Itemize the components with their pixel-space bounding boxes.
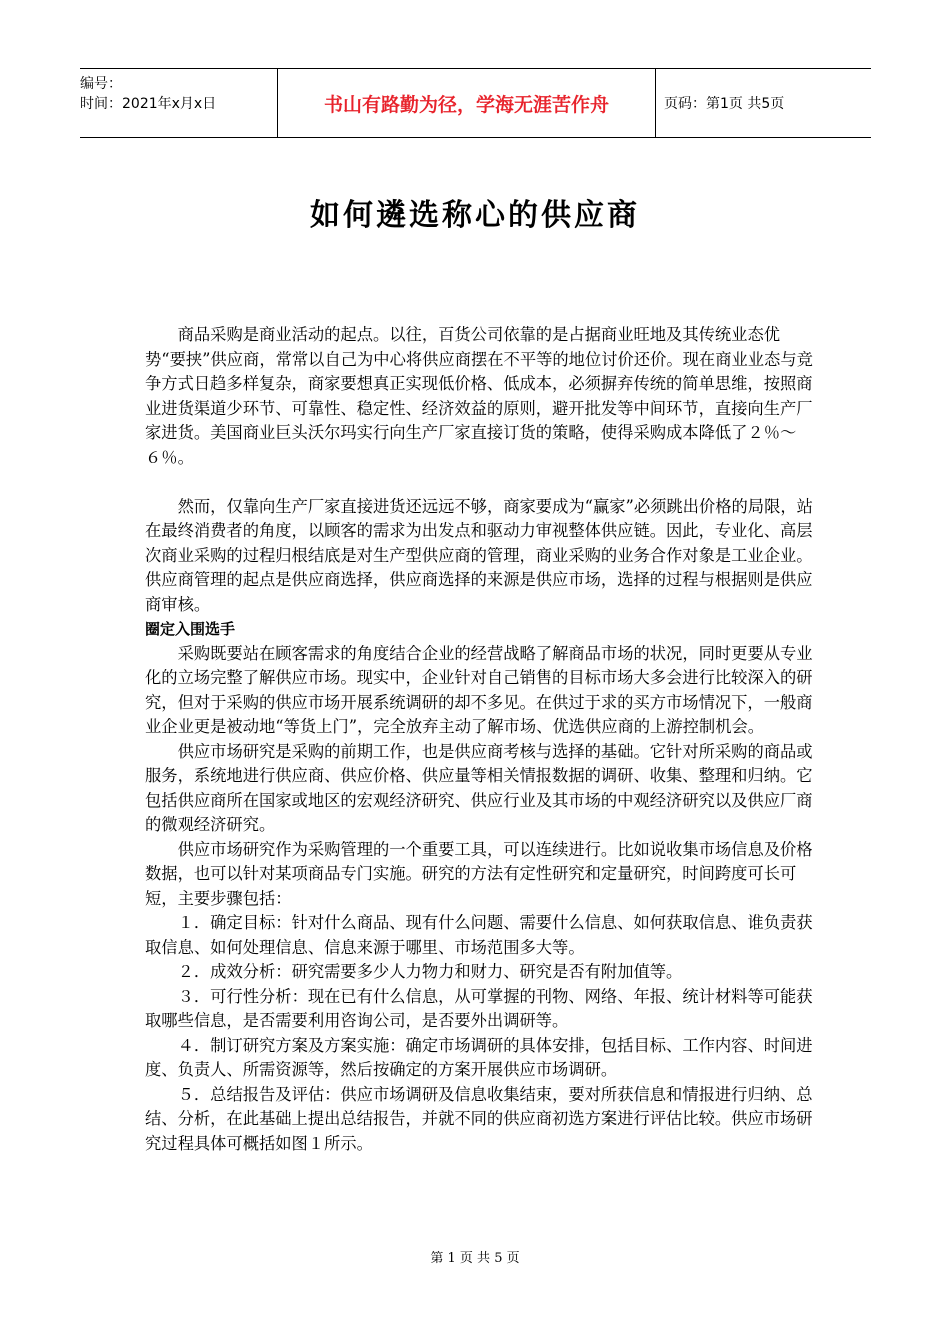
paragraph: 然而，仅靠向生产厂家直接进货还远远不够，商家要成为“赢家”必须跳出价格的局限，站在最终消费者的角度，以顾客的需求为出发点和驱动力审视整体供应链。因此，专业化、高层次商业采购的过程归根结底是对生产型供应商的管理，商业采购的业务合作对象是工业企业。供应商管理的起点是供应商选择，供应商选择的来源是供应市场，选择的过程与根据则是供应商审核。 — [145, 496, 813, 614]
step-item: ２．成效分析：研究需要多少人力物力和财力、研究是否有附加值等。 — [177, 962, 683, 981]
paragraph: 供应市场研究是采购的前期工作，也是供应商考核与选择的基础。它针对所采购的商品或服务，系统地进行供应商、供应价格、供应量等相关情报数据的调研、收集、整理和归纳。它包括供应商所在国家或地区的宏观经济研究、供应行业及其市场的中观经济研究以及供应厂商的微观经济研究。 — [145, 741, 813, 834]
paragraph-spacer — [145, 470, 820, 495]
section-heading: 圈定入围选手 — [145, 620, 236, 638]
document-title: 如何遴选称心的供应商 — [310, 198, 640, 233]
paragraph: 供应市场研究作为采购管理的一个重要工具，可以连续进行。比如说收集市场信息及价格数据，也可以针对某项商品专门实施。研究的方法有定性研究和定量研究，时间跨度可长可短，主要步骤包括： — [145, 839, 813, 908]
step-item: ４．制订研究方案及方案实施：确定市场调研的具体安排，包括目标、工作内容、时间进度、负责人、所需资源等，然后按确定的方案开展供应市场调研。 — [145, 1035, 813, 1079]
header-page-number: 页码：第1页 共5页 — [664, 96, 785, 112]
paragraph: 商品采购是商业活动的起点。以往，百货公司依靠的是占据商业旺地及其传统业态优势“要挟”供应商，常常以自己为中心将供应商摆在不平等的地位讨价还价。现在商业业态与竞争方式日趋多样复杂，商家要想真正实现低价格、低成本，必须摒弃传统的简单思维，按照商业进货渠道少环节、可靠性、稳定性、经济效益的原则，避开批发等中间环节，直接向生产厂家进货。美国商业巨头沃尔玛实行向生产厂家直接订货的策略，使得采购成本降低了２％～６％。 — [145, 325, 813, 467]
page-footer: 第 1 页 共 5 页 — [430, 1251, 520, 1266]
page-header — [80, 68, 871, 138]
document-date: 时间：2021年x月x日 — [80, 96, 217, 112]
step-item: １．确定目标：针对什么商品、现有什么问题、需要什么信息、如何获取信息、谁负责获取信息、如何处理信息、信息来源于哪里、市场范围多大等。 — [145, 913, 813, 957]
paragraph: 采购既要站在顾客需求的角度结合企业的经营战略了解商品市场的状况，同时更要从专业化的立场完整了解供应市场。现实中，企业针对自己销售的目标市场大多会进行比较深入的研究，但对于采购的供应市场开展系统调研的却不多见。在供过于求的买方市场情况下，一般商业企业更是被动地“等货上门”，完全放弃主动了解市场、优选供应商的上游控制机会。 — [145, 643, 813, 736]
step-item: ５．总结报告及评估：供应市场调研及信息收集结束，要对所获信息和情报进行归纳、总结、分析，在此基础上提出总结报告，并就不同的供应商初选方案进行评估比较。供应市场研究过程具体可概括如图１所示。 — [145, 1084, 813, 1153]
header-motto: 书山有路勤为径，学海无涯苦作舟 — [277, 69, 656, 137]
header-meta — [80, 69, 276, 137]
step-item: ３．可行性分析：现在已有什么信息，从可掌握的刊物、网络、年报、统计材料等可能获取哪些信息，是否需要利用咨询公司，是否要外出调研等。 — [145, 986, 813, 1030]
intro-section — [145, 323, 820, 1156]
document-number-label: 编号： — [80, 76, 122, 92]
